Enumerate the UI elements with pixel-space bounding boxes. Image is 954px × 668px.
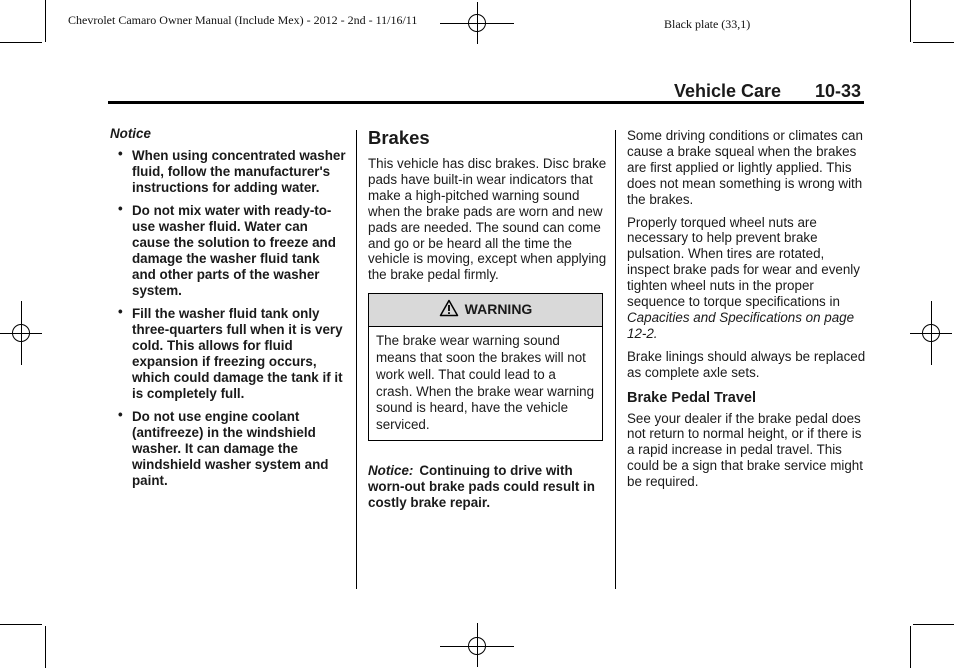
crop-mark-tr-h — [913, 42, 954, 43]
header-rule — [108, 101, 864, 104]
bullet-icon: • — [118, 146, 123, 161]
page-number: 10-33 — [815, 81, 862, 101]
warning-label: WARNING — [464, 301, 533, 318]
list-item: • When using concentrated washer fluid, follow the manufacturer's instructions for adding water. — [118, 146, 346, 195]
black-plate-label: Black plate (33,1) — [664, 17, 751, 31]
brake-squeal-paragraph: Some driving conditions or climates can cause a brake squeal when the brakes are first applied or lightly applied. This does not mean something is wrong with the brakes. — [627, 128, 863, 207]
crop-mark-tr-v — [910, 0, 911, 42]
brake-pedal-travel-paragraph: See your dealer if the brake pedal does not return to normal height, or if there is a rapid increase in pedal travel. This could be a sign that brake service might be required. — [627, 410, 863, 490]
bullet-icon: • — [118, 407, 123, 422]
crop-mark-br-h — [913, 624, 954, 625]
column-divider-2 — [615, 130, 616, 589]
crop-mark-br-v — [910, 626, 911, 668]
registration-mark-left — [12, 324, 30, 342]
crop-mark-tl-v — [45, 0, 46, 42]
registration-mark-bottom — [468, 637, 486, 655]
wheel-nuts-paragraph: Properly torqued wheel nuts are necessary to help prevent brake pulsation. When tires are rotated, inspect brake pads for wear and evenly tighten wheel nuts in the proper sequence to torque specifications in Capacities and Specifications on page 12-2. — [627, 214, 860, 341]
registration-mark-right — [922, 324, 940, 342]
list-item: • Do not use engine coolant (antifreeze) in the windshield washer. It can damage the windshield washer system and paint. — [118, 407, 329, 488]
brake-linings-paragraph: Brake linings should always be replaced as complete axle sets. — [627, 348, 866, 380]
brakes-heading: Brakes — [368, 127, 430, 148]
notice-bullet-list — [108, 148, 346, 489]
crop-mark-tl-h — [0, 42, 42, 43]
section-title: Vehicle Care — [674, 81, 782, 101]
brake-pedal-travel-heading: Brake Pedal Travel — [627, 389, 756, 406]
bullet-icon: • — [118, 304, 123, 319]
notice-label: Notice — [110, 126, 151, 141]
list-item: • Fill the washer fluid tank only three-quarters full when it is very cold. This allows for fluid expansion if freezing occurs, which could damage the tank if it is completely full. — [118, 304, 343, 401]
print-plate-info: Chevrolet Camaro Owner Manual (Include Mex) - 2012 - 2nd - 11/16/11 — [68, 13, 418, 27]
notice-label: Notice: — [368, 463, 414, 479]
list-item: • Do not mix water with ready-to-use washer fluid. Water can cause the solution to freeze and damage the washer fluid tank and other parts of the washer system. — [118, 201, 336, 298]
column-brakes — [368, 128, 608, 510]
registration-mark-top — [468, 14, 486, 32]
notice-text: Continuing to drive with worn-out brake pads could result in costly brake repair. — [368, 463, 595, 510]
column-brake-maintenance — [627, 128, 867, 497]
crop-mark-bl-h — [0, 624, 42, 625]
column-washer-fluid-notice — [108, 126, 346, 496]
warning-box — [368, 293, 603, 441]
crop-mark-bl-v — [45, 626, 46, 668]
warning-header — [369, 294, 602, 327]
warning-text: The brake wear warning sound means that soon the brakes will not work well. That could lead to a crash. When the brake wear warning sound is heard, have the vehicle serviced. — [376, 333, 595, 433]
capacities-reference-link[interactable]: Capacities and Specifications on page 12-2. — [627, 309, 855, 341]
brakes-intro-paragraph: This vehicle has disc brakes. Disc brake pads have built-in wear indicators that make a high-pitched warning sound when the brake pads are worn and new pads are needed. The sound can come and go or be heard all the time the vehicle is moving, except when applying the brake pedal firmly. — [368, 156, 607, 283]
column-divider-1 — [356, 130, 357, 589]
brake-notice — [368, 463, 608, 510]
warning-triangle-icon — [439, 299, 459, 321]
bullet-icon: • — [118, 201, 123, 216]
